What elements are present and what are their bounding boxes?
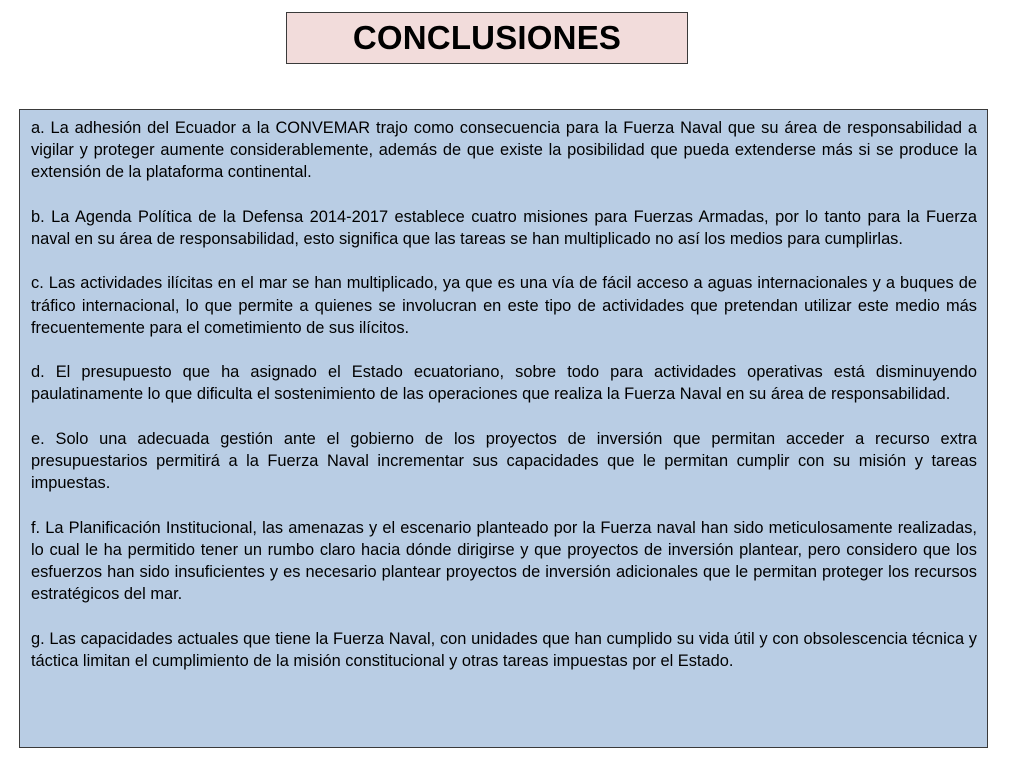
conclusion-paragraph-f: f. La Planificación Institucional, las amenazas y el escenario planteado por la Fuerza naval han sido meticulosamente realizadas, lo cual le ha permitido tener un rumbo claro hacia dónde dirigirse y que proyectos de inversión plantear, pero considero que los esfuerzos han sido insuficientes y es necesario plantear proyectos de inversión adicionales que le permitan proteger los recursos estratégicos del mar.	[31, 518, 977, 604]
conclusion-paragraph-b: b. La Agenda Política de la Defensa 2014-2017 establece cuatro misiones para Fuerzas Armadas, por lo tanto para la Fuerza naval en su área de responsabilidad, esto significa que las tareas se han multiplicado no así los medios para cumplirlas.	[31, 207, 977, 248]
conclusions-box	[19, 109, 988, 748]
conclusion-paragraph-d: d. El presupuesto que ha asignado el Estado ecuatoriano, sobre todo para actividades operativas está disminuyendo paulatinamente lo que dificulta el sostenimiento de las operaciones que realiza la Fuerza Naval en su área de responsabilidad.	[31, 363, 977, 404]
slide-title: CONCLUSIONES	[352, 19, 622, 56]
conclusion-paragraph-e: e. Solo una adecuada gestión ante el gobierno de los proyectos de inversión que permitan acceder a recurso extra presupuestarios permitirá a la Fuerza Naval incrementar sus capacidades que le permitan cumplir con su misión y tareas impuestas.	[31, 429, 977, 493]
conclusion-paragraph-a: a. La adhesión del Ecuador a la CONVEMAR trajo como consecuencia para la Fuerza Naval que su área de responsabilidad a vigilar y proteger aumente considerablemente, además de que existe la posibilidad que pueda extenderse más si se produce la extensión de la plataforma continental.	[31, 119, 977, 182]
conclusion-paragraph-c: c. Las actividades ilícitas en el mar se han multiplicado, ya que es una vía de fácil acceso a aguas internacionales y a buques de tráfico internacional, lo que permite a quienes se involucran en este tipo de actividades que pretendan utilizar este medio más frecuentemente para el cometimiento de sus ilícitos.	[31, 274, 977, 337]
conclusion-paragraph-g: g. Las capacidades actuales que tiene la Fuerza Naval, con unidades que han cumplido su vida útil y con obsolescencia técnica y táctica limitan el cumplimiento de la misión constitucional y otras tareas impuestas por el Estado.	[31, 629, 977, 670]
title-box	[286, 12, 688, 64]
